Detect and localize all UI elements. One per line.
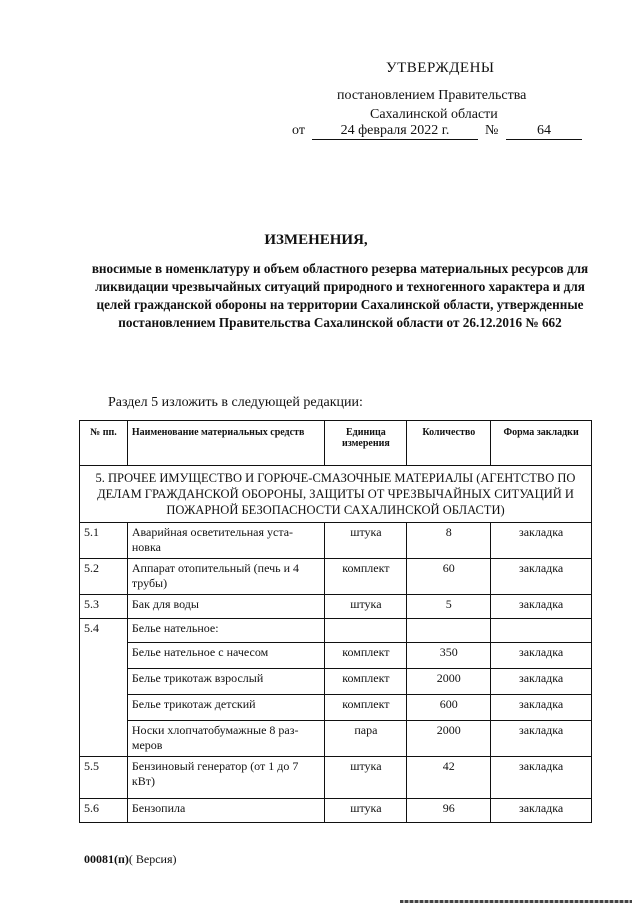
section-title: 5. ПРОЧЕЕ ИМУЩЕСТВО И ГОРЮЧЕ-СМАЗОЧНЫЕ МАТЕРИАЛЫ (АГЕНТСТВО ПО ДЕЛАМ ГРАЖДАНСКОЙ ОБОРОНЫ, ЗАЩИТЫ ОТ ЧРЕЗВЫЧАЙНЫХ СИТУАЦИЙ И ПОЖАРНОЙ БЕЗОПАСНОСТИ САХАЛИНСКОЙ ОБЛАСТИ) <box>80 466 592 523</box>
row-qty: 2000 <box>407 721 491 757</box>
header-form: Форма закладки <box>491 421 592 466</box>
row-form: закладка <box>491 643 592 669</box>
row-qty: 600 <box>407 695 491 721</box>
decree-date: 24 февраля 2022 г. <box>312 123 478 140</box>
row-unit: штука <box>325 757 407 799</box>
row-form: закладка <box>491 695 592 721</box>
row-name: Бензиновый генератор (от 1 до 7 кВт) <box>127 757 325 799</box>
row-form: закладка <box>491 799 592 823</box>
row-qty <box>407 619 491 643</box>
intro-text: Раздел 5 изложить в следующей редакции: <box>108 395 363 410</box>
row-form: закладка <box>491 559 592 595</box>
decree-line: постановлением Правительства <box>337 88 527 103</box>
header-unit: Единица измерения <box>325 421 407 466</box>
row-num: 5.6 <box>80 799 128 823</box>
row-form: закладка <box>491 523 592 559</box>
row-form: закладка <box>491 757 592 799</box>
row-form: закладка <box>491 669 592 695</box>
row-qty: 350 <box>407 643 491 669</box>
row-unit: комплект <box>325 559 407 595</box>
table-row <box>80 643 592 669</box>
row-num: 5.5 <box>80 757 128 799</box>
header-num: № пп. <box>80 421 128 466</box>
from-label: от <box>292 123 305 138</box>
table-row <box>80 559 592 595</box>
section-row <box>80 466 592 523</box>
row-name: Аппарат отопительный (печь и 4 трубы) <box>127 559 325 595</box>
document-subtitle: вносимые в номенклатуру и объем областного резерва материальных ресурсов для ликвидации чрезвычайных ситуаций природного и техногенного характера и для целей гражданской обороны на территории Сахалинской области, утвержденные постановлением Правительства Сахалинской области от 26.12.2016 № 662 <box>91 261 589 330</box>
footer-code-text: 00081(п) <box>84 852 129 866</box>
table-row <box>80 619 592 643</box>
row-unit: комплект <box>325 643 407 669</box>
table-header-row <box>80 421 592 466</box>
row-qty: 5 <box>407 595 491 619</box>
footer-version: ( Версия) <box>128 852 177 866</box>
row-name: Белье трикотаж детский <box>127 695 325 721</box>
table-row <box>80 721 592 757</box>
row-qty: 42 <box>407 757 491 799</box>
table-row <box>80 523 592 559</box>
region-line: Сахалинской области <box>370 107 498 122</box>
row-name: Бак для воды <box>127 595 325 619</box>
row-unit: штука <box>325 595 407 619</box>
approved-heading: УТВЕРЖДЕНЫ <box>386 60 495 76</box>
row-name: Белье нательное с начесом <box>127 643 325 669</box>
row-unit: штука <box>325 799 407 823</box>
row-form: закладка <box>491 721 592 757</box>
footer-code <box>84 852 177 867</box>
table-row <box>80 595 592 619</box>
row-name: Носки хлопчатобумажные 8 раз-меров <box>127 721 325 757</box>
row-name: Бензопила <box>127 799 325 823</box>
table-row <box>80 695 592 721</box>
row-qty: 60 <box>407 559 491 595</box>
row-name: Аварийная осветительная уста-новка <box>127 523 325 559</box>
table-row <box>80 799 592 823</box>
row-unit: комплект <box>325 669 407 695</box>
row-num: 5.1 <box>80 523 128 559</box>
header-name: Наименование материальных средств <box>127 421 325 466</box>
row-qty: 96 <box>407 799 491 823</box>
row-name: Белье трикотаж взрослый <box>127 669 325 695</box>
scan-edge <box>400 900 632 903</box>
row-num: 5.2 <box>80 559 128 595</box>
number-label: № <box>485 123 499 138</box>
table-row <box>80 757 592 799</box>
row-form: закладка <box>491 595 592 619</box>
row-num: 5.4 <box>80 619 128 757</box>
decree-number: 64 <box>506 123 582 140</box>
date-line <box>292 123 592 143</box>
nomenclature-table <box>79 420 592 823</box>
row-num: 5.3 <box>80 595 128 619</box>
row-unit: комплект <box>325 695 407 721</box>
row-name: Белье нательное: <box>127 619 325 643</box>
header-qty: Количество <box>407 421 491 466</box>
table-row <box>80 669 592 695</box>
row-qty: 2000 <box>407 669 491 695</box>
row-unit: пара <box>325 721 407 757</box>
row-unit: штука <box>325 523 407 559</box>
row-unit <box>325 619 407 643</box>
row-qty: 8 <box>407 523 491 559</box>
document-title: ИЗМЕНЕНИЯ, <box>264 232 368 248</box>
row-form <box>491 619 592 643</box>
